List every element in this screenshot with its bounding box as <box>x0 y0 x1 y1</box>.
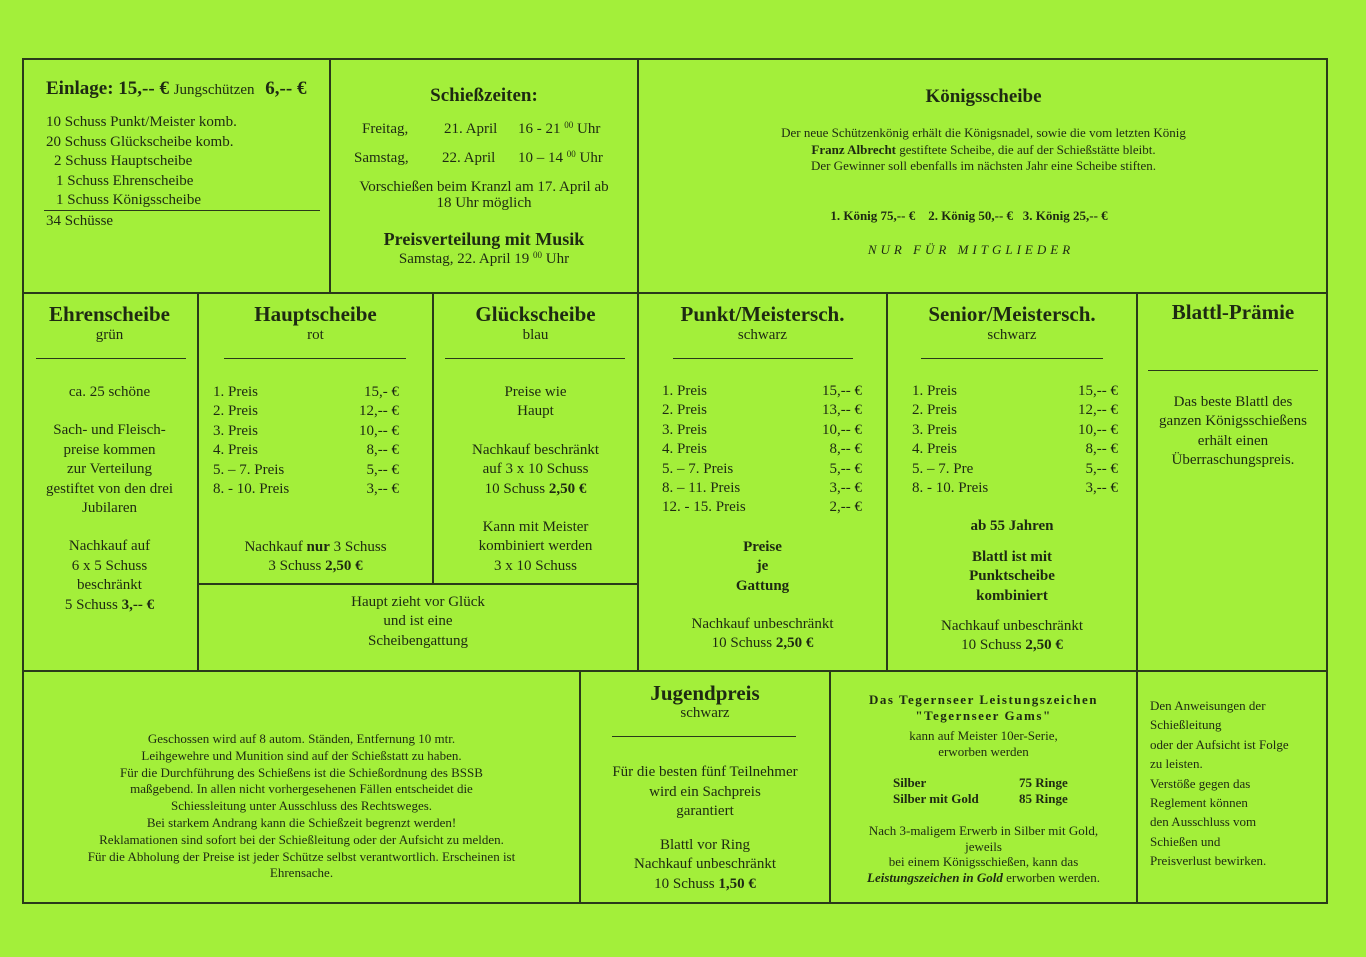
einlage-total: 34 Schüsse <box>46 213 114 229</box>
prize-rank: 5. – 7. Preis <box>662 460 734 477</box>
jugend-line: wird ein Sachpreis <box>649 783 761 800</box>
silber-label: Silber <box>893 775 927 790</box>
punkt-nachkauf <box>639 615 886 654</box>
prize-row <box>912 460 1118 479</box>
ehren-line: 6 x 5 Schuss <box>71 557 148 574</box>
nachkauf-line <box>199 538 432 557</box>
prize-row <box>912 440 1118 459</box>
prize-rank: 1. Preis <box>912 383 957 399</box>
section-underline <box>612 736 796 737</box>
jugend-line: garantiert <box>676 803 734 820</box>
jugend-last-text: 10 Schuss <box>654 875 719 892</box>
haupt-color: rot <box>307 327 324 343</box>
ehren-line: gestiftet von den drei <box>45 480 174 497</box>
ehren-line: Nachkauf auf <box>68 538 151 555</box>
haupt-nachkauf <box>199 538 432 577</box>
prize-row <box>662 479 862 498</box>
jugend-last-price: 1,50 € <box>718 875 756 892</box>
gold-value: 85 Ringe <box>1019 791 1068 806</box>
glueck-text <box>434 383 637 576</box>
prize-amount: 8,-- € <box>829 441 862 458</box>
gold-label: Silber mit Gold <box>893 791 979 806</box>
glueck-title: Glückscheibe <box>475 302 596 326</box>
silber-value: 75 Ringe <box>1019 775 1068 790</box>
note-line: Scheibengattung <box>368 632 468 649</box>
prize-amount: 12,-- € <box>1078 402 1118 419</box>
glueck-schuss-price: 2,50 € <box>548 480 587 497</box>
nachkauf-text: 3 Schuss <box>329 539 387 555</box>
einlage-header <box>46 78 306 100</box>
rule-line: Für die Durchführung des Schießens ist die Schießordnung des BSSB <box>120 764 483 780</box>
rule-line: Geschossen wird auf 8 autom. Ständen, Entfernung 10 mtr. <box>147 731 456 746</box>
vorschiessen-note <box>331 179 637 211</box>
tegernsee-line: kann auf Meister 10er-Serie, <box>909 728 1058 743</box>
sum-line <box>44 210 320 211</box>
anweisung-line: Schießleitung <box>1150 717 1222 733</box>
prize-rank: 2. Preis <box>912 402 957 419</box>
preisverteilung-date <box>331 251 637 268</box>
note-line: Haupt zieht vor Glück <box>351 594 485 610</box>
prize-row <box>662 498 862 517</box>
senior-blattl <box>888 548 1136 606</box>
prize-rank: 12. - 15. Preis <box>662 499 746 516</box>
jugend-line: Für die besten fünf Teilnehmer <box>612 764 798 780</box>
nachkauf-line: Nachkauf unbeschränkt <box>691 616 834 632</box>
general-rules <box>24 731 579 882</box>
saturday-date: 22. April <box>442 150 496 166</box>
prize-row <box>213 383 399 402</box>
prize-row <box>912 479 1118 498</box>
friday-date: 21. April <box>444 121 498 137</box>
tegernsee-title <box>831 692 1136 724</box>
prize-rank: 1. Preis <box>213 384 258 400</box>
blattl-line: Punktscheibe <box>969 568 1055 585</box>
section-underline <box>36 358 186 359</box>
senior-age: ab 55 Jahren <box>970 518 1054 534</box>
senior-prize-list <box>912 382 1118 498</box>
ehren-last-price: 3,-- € <box>121 596 155 613</box>
spacer <box>22 518 197 537</box>
prize-row <box>662 460 862 479</box>
tegernsee-title-line: Das Tegernseer Leistungszeichen <box>869 692 1098 707</box>
anweisung-line: Preisverlust bewirken. <box>1150 853 1267 869</box>
blattl-line: erhält einen <box>1197 432 1269 449</box>
jugend-text <box>581 763 829 895</box>
grid-line <box>1136 670 1138 904</box>
anweisung-line: Verstöße gegen das <box>1150 775 1251 791</box>
glueck-line: kombiniert werden <box>478 538 593 555</box>
prize-row <box>912 421 1118 440</box>
einlage-item: 10 Schuss Punkt/Meister komb. <box>46 114 237 130</box>
prize-rank: 4. Preis <box>662 441 707 458</box>
prize-amount: 2,-- € <box>829 499 862 516</box>
ehren-line <box>22 596 197 615</box>
prize-amount: 15,- € <box>364 384 399 400</box>
rule-line: Schiessleitung unter Ausschluss des Rechtsweges. <box>170 798 433 814</box>
ehren-text <box>22 383 197 615</box>
anweisung-line: Reglement können <box>1150 795 1248 811</box>
nachkauf-text: 10 Schuss <box>711 635 776 652</box>
punkt-gattung <box>639 538 886 596</box>
time-sup: 00 <box>564 120 574 130</box>
haupt-title: Hauptscheibe <box>254 302 377 326</box>
prize-amount: 3,-- € <box>366 481 399 498</box>
ehren-line: preise kommen <box>63 441 156 458</box>
spacer <box>581 822 829 836</box>
saturday-day: Samstag, <box>354 150 409 166</box>
jungschuetzen-label: Jungschützen <box>173 82 255 98</box>
note-line: und ist eine <box>383 613 453 630</box>
preis-sup: 00 <box>533 250 543 260</box>
gattung-line: Preise <box>743 539 782 555</box>
ehren-last-text: 5 Schuss <box>64 596 122 613</box>
prize-rank: 3. Preis <box>662 421 707 438</box>
blattl-title: Blattl-Prämie <box>1171 300 1295 324</box>
tegernsee-intro <box>831 728 1136 760</box>
jugend-line: Nachkauf unbeschränkt <box>633 856 777 873</box>
prize-row <box>213 441 399 460</box>
preis-date-text: Samstag, 22. April 19 <box>398 251 530 267</box>
time-unit: Uhr <box>577 121 601 137</box>
prize-amount: 8,-- € <box>1085 441 1118 458</box>
rule-line: Für die Abholung der Preise ist jeder Schütze selbst verantwortlich. Erscheinen ist <box>87 848 516 864</box>
nachkauf-line <box>639 634 886 653</box>
anweisung-line: zu leisten. <box>1150 756 1203 772</box>
glueck-line: auf 3 x 10 Schuss <box>482 461 589 478</box>
koenig-line <box>639 142 1328 159</box>
anweisung-line: Schießen und <box>1150 833 1221 849</box>
senior-color: schwarz <box>987 327 1037 343</box>
rule-line: Ehrensache. <box>269 865 334 881</box>
punkt-color: schwarz <box>737 327 788 343</box>
tegernsee-line: jeweils <box>965 838 1002 854</box>
gattung-line: Gattung <box>735 577 790 594</box>
time-value: 10 – 14 <box>518 150 563 166</box>
einlage-list <box>46 113 237 211</box>
anweisung-line: Den Anweisungen der <box>1150 698 1266 713</box>
einlage-item: 2 Schuss Hauptscheibe <box>54 153 193 170</box>
prize-row <box>662 421 862 440</box>
blattl-line: Überraschungspreis. <box>1171 452 1295 469</box>
ehren-line: Jubilaren <box>82 500 137 517</box>
rule-line: Reklamationen sind sofort bei der Schießleitung oder der Aufsicht zu melden. <box>99 831 504 847</box>
prize-amount: 12,-- € <box>359 403 399 420</box>
members-only: NUR FÜR MITGLIEDER <box>867 242 1075 257</box>
prize-amount: 5,-- € <box>1085 460 1118 477</box>
nachkauf-price: 2,50 € <box>325 558 363 575</box>
prize-amount: 15,-- € <box>822 383 862 399</box>
prize-amount: 10,-- € <box>1078 421 1118 438</box>
tegernsee-line: erworben werden <box>938 744 1029 759</box>
glueck-line: Nachkauf beschränkt <box>471 441 600 458</box>
section-underline <box>445 358 625 359</box>
saturday-time <box>518 150 603 167</box>
prize-rank: 8. – 11. Preis <box>662 480 741 497</box>
prize-rank: 4. Preis <box>912 441 957 458</box>
senior-nachkauf <box>888 617 1136 656</box>
prize-amount: 5,-- € <box>829 460 862 477</box>
koenig-title: Königsscheibe <box>925 86 1042 107</box>
section-underline <box>673 358 853 359</box>
glueck-color: blau <box>522 327 549 343</box>
section-underline <box>224 358 406 359</box>
koenig-name: Franz Albrecht <box>811 141 897 157</box>
section-underline <box>921 358 1103 359</box>
koenig-line-rest: gestiftete Scheibe, die auf der Schießstätte bleibt. <box>899 141 1156 157</box>
tegernsee-line: Nach 3-maligem Erwerb in Silber mit Gold, <box>868 823 1099 838</box>
prize-row <box>213 461 399 480</box>
friday-time <box>518 121 600 138</box>
prize-amount: 10,-- € <box>359 422 399 439</box>
einlage-item: 20 Schuss Glückscheibe komb. <box>46 133 234 150</box>
prize-row <box>213 480 399 499</box>
einlage-item: 1 Schuss Königsscheibe <box>56 192 201 209</box>
rule-line: Bei starkem Andrang kann die Schießzeit begrenzt werden! <box>146 814 457 830</box>
prize-row <box>912 401 1118 420</box>
time-sup: 00 <box>566 149 576 159</box>
gold-award: Leistungszeichen in Gold <box>867 869 1003 885</box>
prize-rank: 8. - 10. Preis <box>213 481 290 498</box>
glueck-schuss-text: 10 Schuss <box>484 480 549 497</box>
grid-line <box>197 583 638 585</box>
blattl-line: kombiniert <box>976 587 1048 604</box>
preisverteilung-title: Preisverteilung mit Musik <box>383 229 585 249</box>
nachkauf-line <box>199 557 432 576</box>
prize-amount: 15,-- € <box>1078 383 1118 399</box>
nachkauf-line: Nachkauf unbeschränkt <box>940 618 1084 634</box>
gattung-line: je <box>756 558 769 575</box>
tegernsee-conditions <box>831 823 1136 885</box>
prize-row <box>662 440 862 459</box>
prize-row <box>213 422 399 441</box>
nachkauf-text: Nachkauf <box>244 539 307 555</box>
prize-rank: 2. Preis <box>213 403 258 420</box>
vorschiessen-line: Vorschießen beim Kranzl am 17. April ab <box>359 179 609 195</box>
nachkauf-text: 3 Schuss <box>268 558 326 575</box>
prize-rank: 5. – 7. Pre <box>912 460 974 477</box>
prize-row <box>912 382 1118 401</box>
koenig-line: Der Gewinner soll ebenfalls im nächsten Jahr eine Scheibe stiften. <box>810 158 1157 173</box>
einlage-label: Einlage: 15,-- € <box>46 78 169 99</box>
blattl-line: ganzen Königsschießens <box>1159 413 1307 430</box>
prize-amount: 3,-- € <box>829 480 862 497</box>
prize-rank: 1. Preis <box>662 383 707 399</box>
punkt-title: Punkt/Meistersch. <box>680 302 845 326</box>
grid-line <box>22 670 1328 672</box>
prize-amount: 8,-- € <box>366 442 399 459</box>
prize-amount: 13,-- € <box>822 402 862 419</box>
spacer <box>22 402 197 421</box>
prize-row <box>662 401 862 420</box>
koenig-prizes: 1. König 75,-- € 2. König 50,-- € 3. König 25,-- € <box>830 208 1108 223</box>
tegernsee-title-line: "Tegernseer Gams" <box>915 708 1052 723</box>
prize-amount: 3,-- € <box>1085 480 1118 497</box>
jungschuetzen-value: 6,-- € <box>265 78 307 99</box>
prize-rank: 2. Preis <box>662 402 707 419</box>
ehren-line: zur Verteilung <box>66 461 153 478</box>
koenig-text <box>639 125 1328 175</box>
ehren-line: Sach- und Fleisch- <box>53 422 166 439</box>
glueck-line: 3 x 10 Schuss <box>494 557 577 574</box>
prize-row <box>213 402 399 421</box>
grid-line <box>1136 292 1138 672</box>
vorschiessen-line: 18 Uhr möglich <box>436 195 532 211</box>
koenig-line: Der neue Schützenkönig erhält die Königsnadel, sowie die vom letzten König <box>781 125 1186 140</box>
spacer <box>434 499 637 518</box>
grid-line <box>886 292 888 672</box>
einlage-item: 1 Schuss Ehrenscheibe <box>56 172 194 189</box>
anweisung-line: oder der Aufsicht ist Folge <box>1150 736 1289 752</box>
haupt-prize-list <box>213 383 399 499</box>
blattl-line: Blattl ist mit <box>972 549 1052 565</box>
friday-day: Freitag, <box>362 121 409 137</box>
glueck-line: Preise wie <box>504 384 567 400</box>
glueck-line <box>434 480 637 499</box>
jugend-line <box>581 875 829 895</box>
haupt-glueck-note <box>199 593 637 651</box>
glueck-line: Kann mit Meister <box>482 519 589 536</box>
blattl-text <box>1138 393 1328 471</box>
section-underline <box>1148 370 1318 371</box>
ehren-title: Ehrenscheibe <box>49 302 170 326</box>
prize-rank: 5. – 7. Preis <box>213 461 285 478</box>
time-value: 16 - 21 <box>518 121 561 137</box>
jugend-title: Jugendpreis <box>650 681 760 705</box>
preis-unit: Uhr <box>545 251 570 267</box>
nachkauf-line <box>888 636 1136 655</box>
nachkauf-text: 10 Schuss <box>961 637 1026 654</box>
rule-line: Leihgewehre und Munition sind auf der Schießstatt zu haben. <box>141 747 462 763</box>
jugend-color: schwarz <box>680 705 730 721</box>
tegernsee-line-rest: erworben werden. <box>1002 869 1100 885</box>
prize-rank: 3. Preis <box>912 421 957 438</box>
tegernsee-line: bei einem Königsschießen, kann das <box>888 854 1079 869</box>
anweisungen <box>1150 696 1289 871</box>
ehren-line: beschränkt <box>77 577 142 594</box>
time-unit: Uhr <box>579 150 603 166</box>
punkt-prize-list <box>662 382 862 518</box>
prize-rank: 4. Preis <box>213 442 258 459</box>
ehren-line: ca. 25 schöne <box>68 384 151 400</box>
ehren-color: grün <box>95 327 124 343</box>
anweisung-line: den Ausschluss vom <box>1150 814 1257 830</box>
rule-line: maßgebend. In allen nicht vorhergesehenen Fällen entscheidet die <box>130 781 473 797</box>
prize-rank: 3. Preis <box>213 422 258 439</box>
glueck-line: Haupt <box>517 403 554 420</box>
prize-row <box>662 382 862 401</box>
grid-line <box>22 292 1328 294</box>
nachkauf-price: 2,50 € <box>1025 637 1063 654</box>
tegernsee-line <box>831 870 1136 886</box>
spacer <box>434 422 637 441</box>
schiesszeiten-title: Schießzeiten: <box>430 85 538 106</box>
nachkauf-emph: nur <box>306 539 330 555</box>
prize-amount: 10,-- € <box>822 421 862 438</box>
jugend-line: Blattl vor Ring <box>660 836 750 853</box>
prize-rank: 8. - 10. Preis <box>912 480 989 497</box>
prize-amount: 5,-- € <box>366 461 399 478</box>
blattl-line: Das beste Blattl des <box>1173 394 1293 410</box>
senior-title: Senior/Meistersch. <box>928 302 1096 326</box>
nachkauf-price: 2,50 € <box>775 635 814 652</box>
